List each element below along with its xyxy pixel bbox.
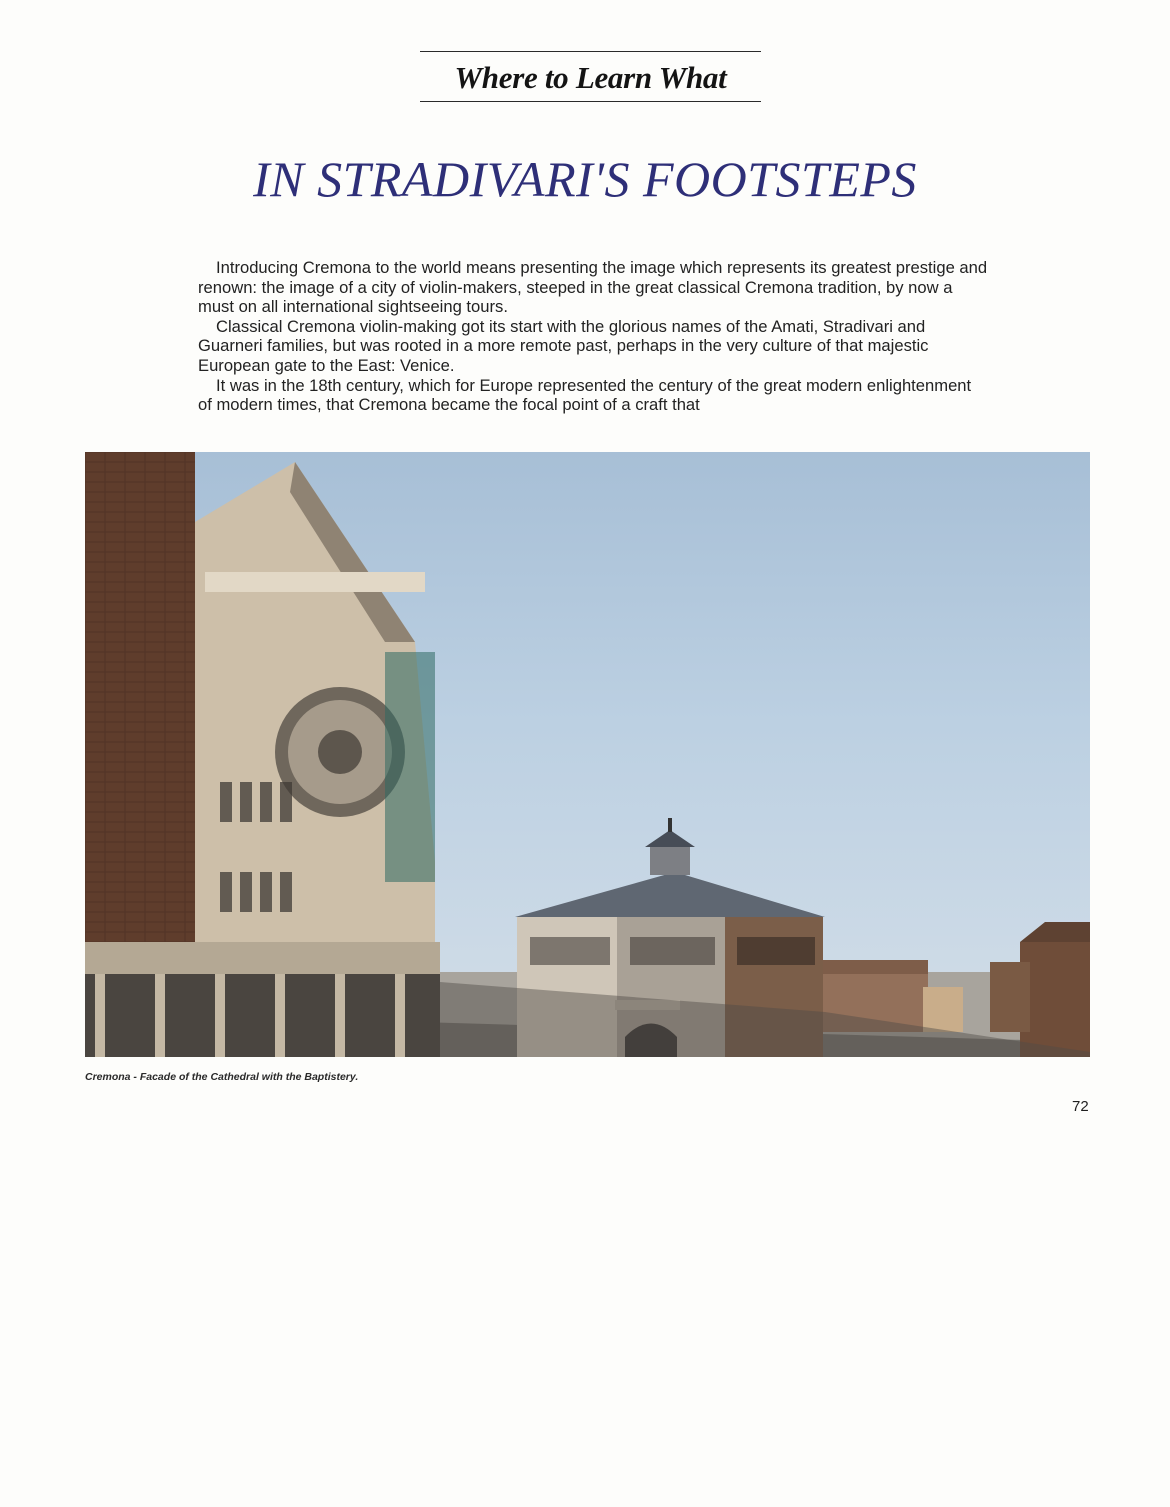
article-body [198, 258, 988, 415]
paragraph: Introducing Cremona to the world means presenting the image which represents its greatest prestige and renown: the image of a city of violin-makers, steeped in the great classical Cremona tradition, by now a must on all international sightseeing tours. [198, 258, 988, 317]
page-number: 72 [1072, 1098, 1089, 1115]
photo-caption: Cremona - Facade of the Cathedral with the Baptistery. [85, 1071, 359, 1083]
paragraph: It was in the 18th century, which for Europe represented the century of the great modern enlightenment of modern times, that Cremona became the focal point of a craft that [198, 375, 972, 415]
section-kicker: Where to Learn What [454, 60, 727, 95]
kicker-bottom-rule [420, 101, 761, 102]
cathedral-illustration [85, 452, 1090, 1057]
cathedral-photo [85, 452, 1090, 1057]
paragraph: Classical Cremona violin-making got its start with the glorious names of the Amati, Stradivari and Guarneri families, but was rooted in a more remote past, perhaps in the very culture of that majestic European gate to the East: Venice. [198, 316, 929, 375]
page-title: IN STRADIVARI'S FOOTSTEPS [253, 151, 917, 207]
kicker-top-rule [420, 51, 761, 52]
